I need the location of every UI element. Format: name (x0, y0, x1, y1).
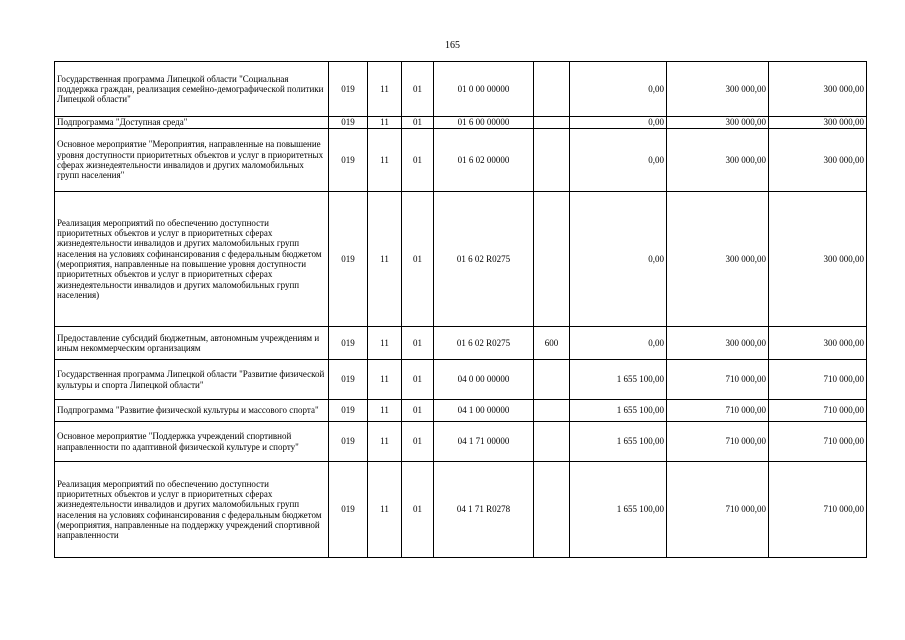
amount-year-2-cell: 300 000,00 (667, 129, 769, 192)
target-article-cell: 01 6 02 R0275 (434, 327, 534, 360)
expense-type-cell (534, 117, 570, 129)
target-article-cell: 04 1 71 R0278 (434, 462, 534, 558)
section-code-cell: 11 (368, 327, 402, 360)
amount-year-3-cell: 300 000,00 (769, 327, 867, 360)
table-row (55, 400, 867, 422)
amount-year-3-cell: 300 000,00 (769, 129, 867, 192)
amount-year-3-cell: 710 000,00 (769, 422, 867, 462)
row-name-cell: Подпрограмма "Доступная среда" (55, 117, 329, 129)
table-body (55, 62, 867, 558)
expense-type-cell (534, 360, 570, 400)
row-name-cell: Государственная программа Липецкой области "Социальная поддержка граждан, реализация семейно-демографической политики Липецкой области" (55, 62, 329, 117)
ministry-code-cell: 019 (329, 462, 368, 558)
target-article-cell: 04 1 71 00000 (434, 422, 534, 462)
amount-year-3-cell: 710 000,00 (769, 400, 867, 422)
amount-year-3-cell: 710 000,00 (769, 462, 867, 558)
expense-type-cell (534, 422, 570, 462)
row-name-cell: Основное мероприятие "Мероприятия, направленные на повышение уровня доступности приоритетных объектов и услуг в приоритетных сферах жизнедеятельности инвалидов и других маломобильных групп населения" (55, 129, 329, 192)
section-code-cell: 11 (368, 360, 402, 400)
section-code-cell: 11 (368, 422, 402, 462)
page-number: 165 (445, 40, 460, 51)
amount-year-1-cell: 1 655 100,00 (570, 360, 667, 400)
target-article-cell: 04 1 00 00000 (434, 400, 534, 422)
row-name-cell: Государственная программа Липецкой области "Развитие физической культуры и спорта Липецкой области" (55, 360, 329, 400)
table-row (55, 62, 867, 117)
amount-year-1-cell: 0,00 (570, 192, 667, 327)
ministry-code-cell: 019 (329, 129, 368, 192)
amount-year-1-cell: 1 655 100,00 (570, 462, 667, 558)
amount-year-2-cell: 710 000,00 (667, 400, 769, 422)
row-name-cell: Предоставление субсидий бюджетным, автономным учреждениям и иным некоммерческим организациям (55, 327, 329, 360)
expense-type-cell (534, 62, 570, 117)
section-code-cell: 11 (368, 192, 402, 327)
amount-year-2-cell: 300 000,00 (667, 327, 769, 360)
target-article-cell: 01 0 00 00000 (434, 62, 534, 117)
subsection-code-cell: 01 (402, 129, 434, 192)
target-article-cell: 04 0 00 00000 (434, 360, 534, 400)
target-article-cell: 01 6 02 R0275 (434, 192, 534, 327)
expense-type-cell (534, 192, 570, 327)
amount-year-2-cell: 300 000,00 (667, 117, 769, 129)
budget-table (54, 61, 867, 558)
ministry-code-cell: 019 (329, 62, 368, 117)
section-code-cell: 11 (368, 462, 402, 558)
amount-year-1-cell: 0,00 (570, 62, 667, 117)
section-code-cell: 11 (368, 400, 402, 422)
row-name-cell: Реализация мероприятий по обеспечению доступности приоритетных объектов и услуг в приоритетных сферах жизнедеятельности инвалидов и других маломобильных групп населения на условиях софинансирования с федеральным бюджетом (мероприятия, направленные на поддержку учреждений спортивной направленности (55, 462, 329, 558)
table-row (55, 129, 867, 192)
table-row (55, 422, 867, 462)
subsection-code-cell: 01 (402, 462, 434, 558)
amount-year-3-cell: 300 000,00 (769, 192, 867, 327)
subsection-code-cell: 01 (402, 192, 434, 327)
table-row (55, 117, 867, 129)
amount-year-2-cell: 710 000,00 (667, 422, 769, 462)
subsection-code-cell: 01 (402, 117, 434, 129)
amount-year-2-cell: 710 000,00 (667, 462, 769, 558)
amount-year-3-cell: 710 000,00 (769, 360, 867, 400)
table-row (55, 360, 867, 400)
ministry-code-cell: 019 (329, 400, 368, 422)
subsection-code-cell: 01 (402, 327, 434, 360)
target-article-cell: 01 6 00 00000 (434, 117, 534, 129)
table-row (55, 327, 867, 360)
target-article-cell: 01 6 02 00000 (434, 129, 534, 192)
amount-year-1-cell: 0,00 (570, 129, 667, 192)
amount-year-1-cell: 1 655 100,00 (570, 422, 667, 462)
amount-year-1-cell: 0,00 (570, 117, 667, 129)
expense-type-cell: 600 (534, 327, 570, 360)
amount-year-3-cell: 300 000,00 (769, 117, 867, 129)
subsection-code-cell: 01 (402, 400, 434, 422)
subsection-code-cell: 01 (402, 360, 434, 400)
table-row (55, 192, 867, 327)
subsection-code-cell: 01 (402, 422, 434, 462)
section-code-cell: 11 (368, 62, 402, 117)
section-code-cell: 11 (368, 117, 402, 129)
amount-year-2-cell: 300 000,00 (667, 62, 769, 117)
amount-year-2-cell: 710 000,00 (667, 360, 769, 400)
ministry-code-cell: 019 (329, 422, 368, 462)
row-name-cell: Подпрограмма "Развитие физической культуры и массового спорта" (55, 400, 329, 422)
row-name-cell: Основное мероприятие "Поддержка учреждений спортивной направленности по адаптивной физической культуре и спорту" (55, 422, 329, 462)
amount-year-1-cell: 1 655 100,00 (570, 400, 667, 422)
amount-year-2-cell: 300 000,00 (667, 192, 769, 327)
ministry-code-cell: 019 (329, 192, 368, 327)
ministry-code-cell: 019 (329, 327, 368, 360)
row-name-cell: Реализация мероприятий по обеспечению доступности приоритетных объектов и услуг в приоритетных сферах жизнедеятельности инвалидов и других маломобильных групп населения на условиях софинансирования с федеральным бюджетом (мероприятия, направленные на повышение уровня доступности приоритетных объектов и услуг в приоритетных сферах жизнедеятельности инвалидов и других маломобильных групп населения) (55, 192, 329, 327)
subsection-code-cell: 01 (402, 62, 434, 117)
expense-type-cell (534, 129, 570, 192)
expense-type-cell (534, 462, 570, 558)
ministry-code-cell: 019 (329, 117, 368, 129)
ministry-code-cell: 019 (329, 360, 368, 400)
amount-year-1-cell: 0,00 (570, 327, 667, 360)
table-row (55, 462, 867, 558)
expense-type-cell (534, 400, 570, 422)
amount-year-3-cell: 300 000,00 (769, 62, 867, 117)
section-code-cell: 11 (368, 129, 402, 192)
